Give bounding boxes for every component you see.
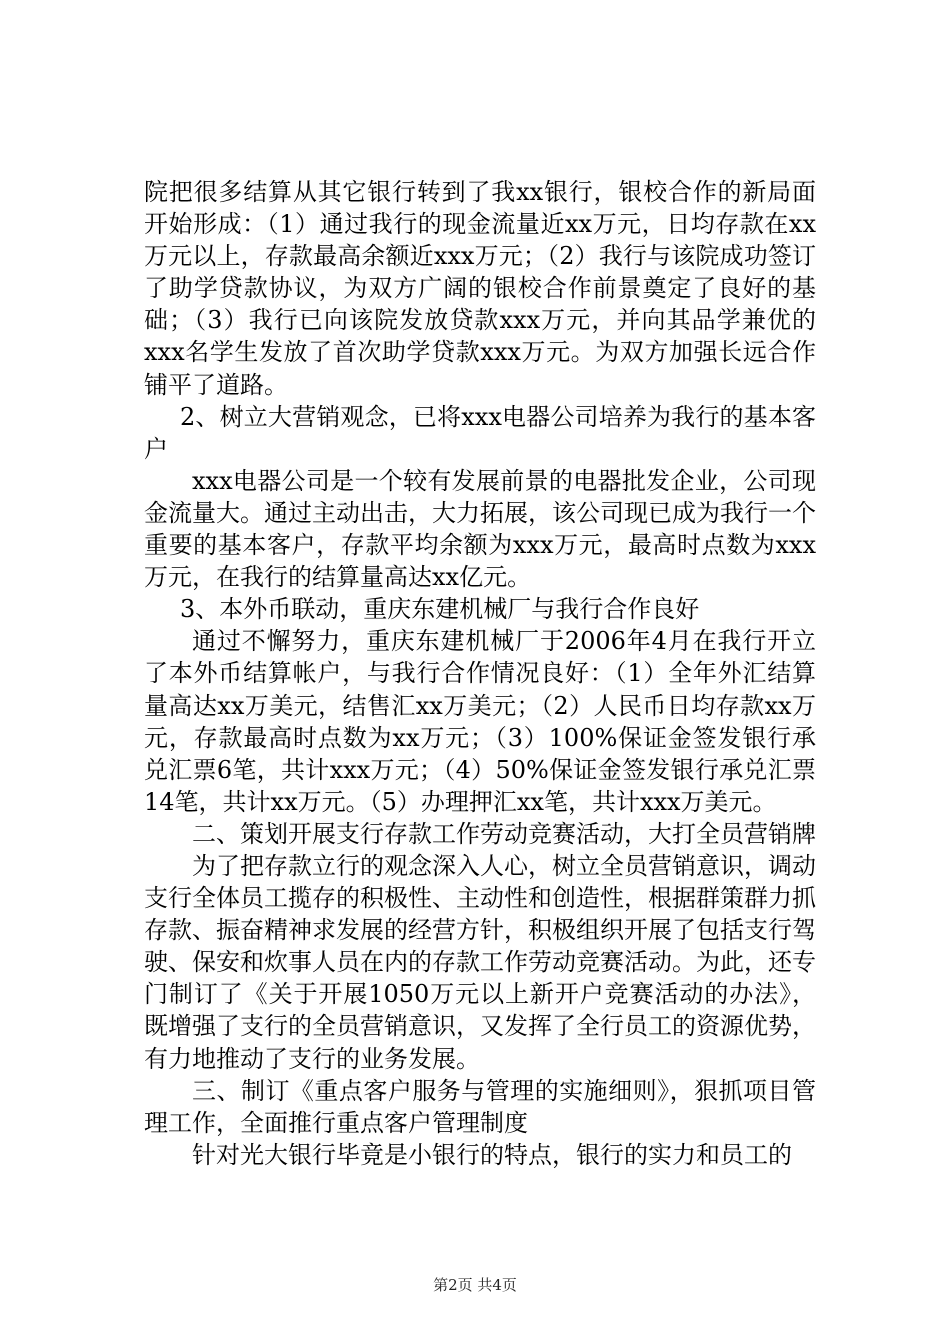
paragraph: 院把很多结算从其它银行转到了我xx银行，银校合作的新局面开始形成：（1）通过我行的现金流量近xx万元，日均存款在xx万元以上，存款最高余额近xxx万元；（2）我行与该院成功签订了助学贷款协议，为双方广阔的银校合作前景奠定了良好的基础；（3）我行已向该院发放贷款xxx万元，并向其品学兼优的xxx名学生发放了首次助学贷款xxx万元。为双方加强长远合作铺平了道路。 <box>144 178 816 399</box>
paragraph: 为了把存款立行的观念深入人心，树立全员营销意识，调动支行全体员工揽存的积极性、主动性和创造性，根据群策群力抓存款、振奋精神求发展的经营方针，积极组织开展了包括支行驾驶、保安和炊事人员在内的存款工作劳动竞赛活动。为此，还专门制订了《关于开展1050万元以上新开户竞赛活动的办法》，既增强了支行的全员营销意识，又发挥了全行员工的资源优势，有力地推动了支行的业务发展。 <box>144 851 816 1073</box>
paragraph: 针对光大银行毕竟是小银行的特点，银行的实力和员工的 <box>192 1140 792 1169</box>
section-heading: 2、树立大营销观念，已将xxx电器公司培养为我行的基本客户 <box>144 402 816 463</box>
paragraph: xxx电器公司是一个较有发展前景的电器批发企业，公司现金流量大。通过主动出击，大力拓展，该公司现已成为我行一个重要的基本客户，存款平均余额为xxx万元，最高时点数为xxx万元，在我行的结算量高达xx亿元。 <box>144 466 816 592</box>
section-heading: 三、制订《重点客户服务与管理的实施细则》，狠抓项目管理工作，全面推行重点客户管理制度 <box>144 1076 816 1137</box>
document-body <box>144 176 816 1171</box>
section-heading: 二、策划开展支行存款工作劳动竞赛活动，大打全员营销牌 <box>192 819 816 848</box>
section-heading: 3、本外币联动，重庆东建机械厂与我行合作良好 <box>180 595 700 624</box>
paragraph: 通过不懈努力，重庆东建机械厂于2006年4月在我行开立了本外币结算帐户，与我行合作情况良好：（1）全年外汇结算量高达xx万美元，结售汇xx万美元；（2）人民币日均存款xx万元，存款最高时点数为xx万元；（3）100%保证金签发银行承兑汇票6笔，共计xxx万元；（4）50%保证金签发银行承兑汇票14笔，共计xx万元。（5）办理押汇xx笔，共计xxx万美元。 <box>144 627 816 816</box>
page-number-footer: 第2页 共4页 <box>433 1276 517 1294</box>
